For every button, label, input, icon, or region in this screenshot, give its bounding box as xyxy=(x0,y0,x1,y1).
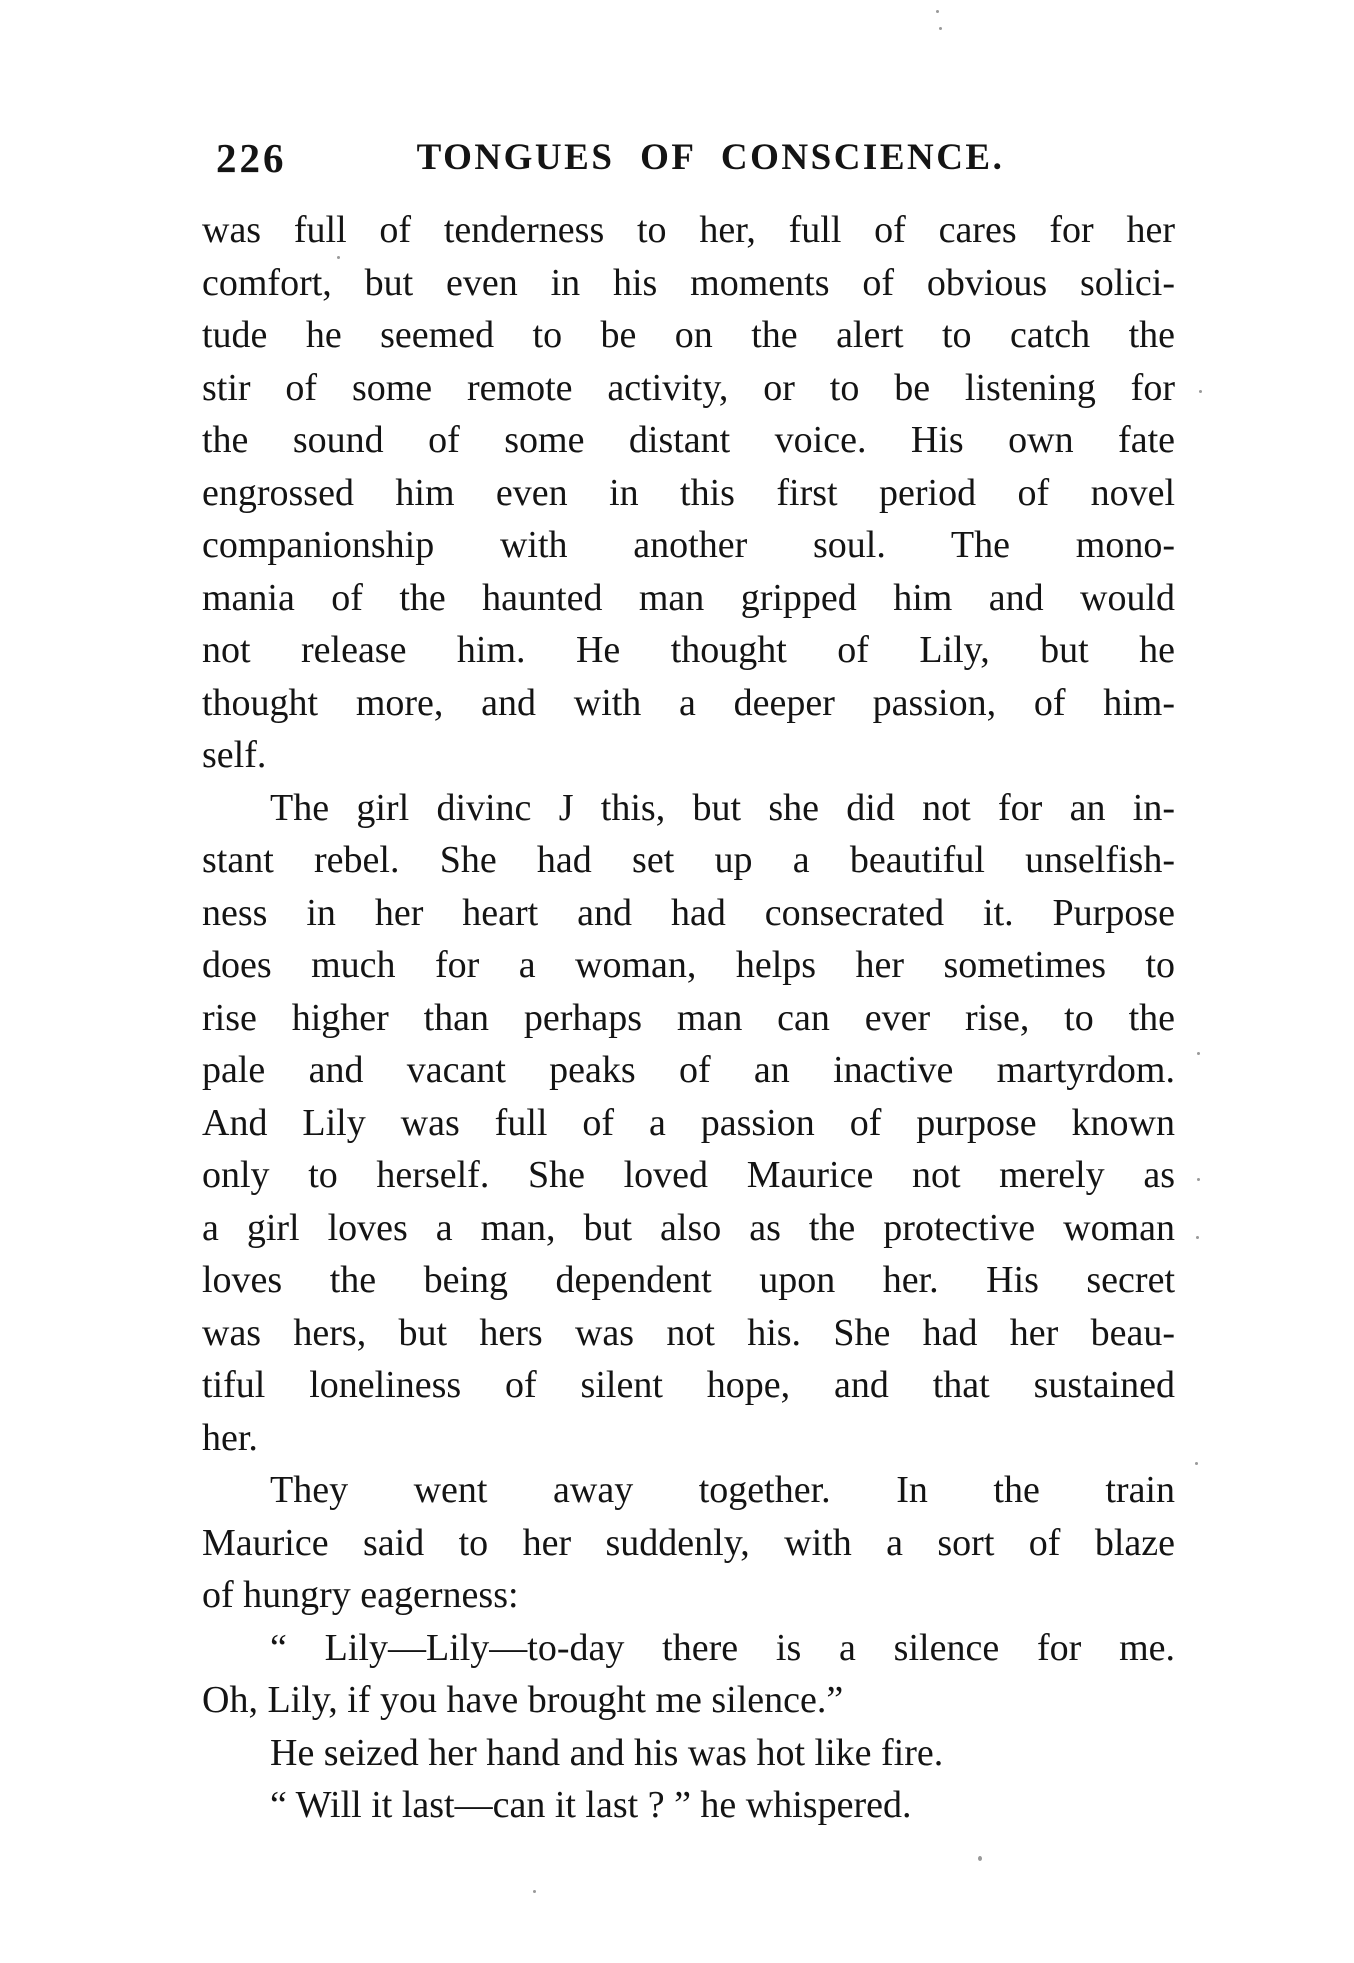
scan-speck xyxy=(1197,1178,1200,1181)
running-title: TONGUES OF CONSCIENCE. xyxy=(416,137,1005,178)
text-line: a girl loves a man, but also as the protective woman xyxy=(202,1206,1175,1249)
text-line: He seized her hand and his was hot like fire. xyxy=(270,1731,944,1774)
text-line: was hers, but hers was not his. She had her beau- xyxy=(202,1311,1175,1354)
text-line: “ Lily—Lily—to-day there is a silence for me. xyxy=(270,1626,1175,1669)
text-line: was full of tenderness to her, full of cares for her xyxy=(202,209,1175,251)
scan-speck xyxy=(1199,390,1202,393)
text-line: her. xyxy=(202,1416,258,1459)
text-line: of hungry eagerness: xyxy=(202,1574,519,1616)
text-line: “ Will it last—can it last ? ” he whispered. xyxy=(270,1784,912,1826)
scan-speck xyxy=(939,27,942,30)
text-line: loves the being dependent upon her. His secret xyxy=(202,1259,1175,1301)
scan-speck xyxy=(337,256,340,259)
text-line: thought more, and with a deeper passion, of him- xyxy=(202,681,1175,724)
text-line: pale and vacant peaks of an inactive martyrdom. xyxy=(202,1049,1175,1091)
scan-speck xyxy=(1195,1462,1198,1465)
text-line: stant rebel. She had set up a beautiful unselfish- xyxy=(202,839,1175,881)
scan-speck xyxy=(936,10,939,13)
text-block xyxy=(202,204,1175,1832)
text-line: Maurice said to her suddenly, with a sort of blaze xyxy=(202,1521,1175,1564)
text-line: self. xyxy=(202,734,267,776)
text-line: the sound of some distant voice. His own fate xyxy=(202,419,1175,461)
page-number: 226 xyxy=(216,135,287,181)
scan-speck xyxy=(533,1890,536,1893)
text-line: Oh, Lily, if you have brought me silence.” xyxy=(202,1679,844,1721)
text-line: does much for a woman, helps her sometimes to xyxy=(202,944,1175,986)
text-line: tude he seemed to be on the alert to catch the xyxy=(202,314,1175,356)
text-line: not release him. He thought of Lily, but he xyxy=(202,629,1175,671)
text-line: ness in her heart and had consecrated it. Purpose xyxy=(202,891,1175,934)
text-line: They went away together. In the train xyxy=(270,1469,1175,1511)
text-line: mania of the haunted man gripped him and would xyxy=(202,576,1175,619)
page-header xyxy=(202,134,1175,181)
text-line: companionship with another soul. The mono- xyxy=(202,524,1175,566)
text-line: stir of some remote activity, or to be listening for xyxy=(202,366,1175,409)
scan-speck xyxy=(1197,1052,1200,1055)
text-line: comfort, but even in his moments of obvious solici- xyxy=(202,261,1175,304)
scan-speck xyxy=(1196,1236,1199,1239)
text-line: And Lily was full of a passion of purpose known xyxy=(202,1101,1175,1144)
text-line: engrossed him even in this first period of novel xyxy=(202,471,1175,514)
text-line: tiful loneliness of silent hope, and that sustained xyxy=(202,1364,1175,1406)
scan-speck xyxy=(978,1856,982,1861)
text-line: only to herself. She loved Maurice not merely as xyxy=(202,1154,1175,1196)
text-line: The girl divinc J this, but she did not for an in- xyxy=(270,786,1175,829)
text-line: rise higher than perhaps man can ever rise, to the xyxy=(202,996,1175,1039)
